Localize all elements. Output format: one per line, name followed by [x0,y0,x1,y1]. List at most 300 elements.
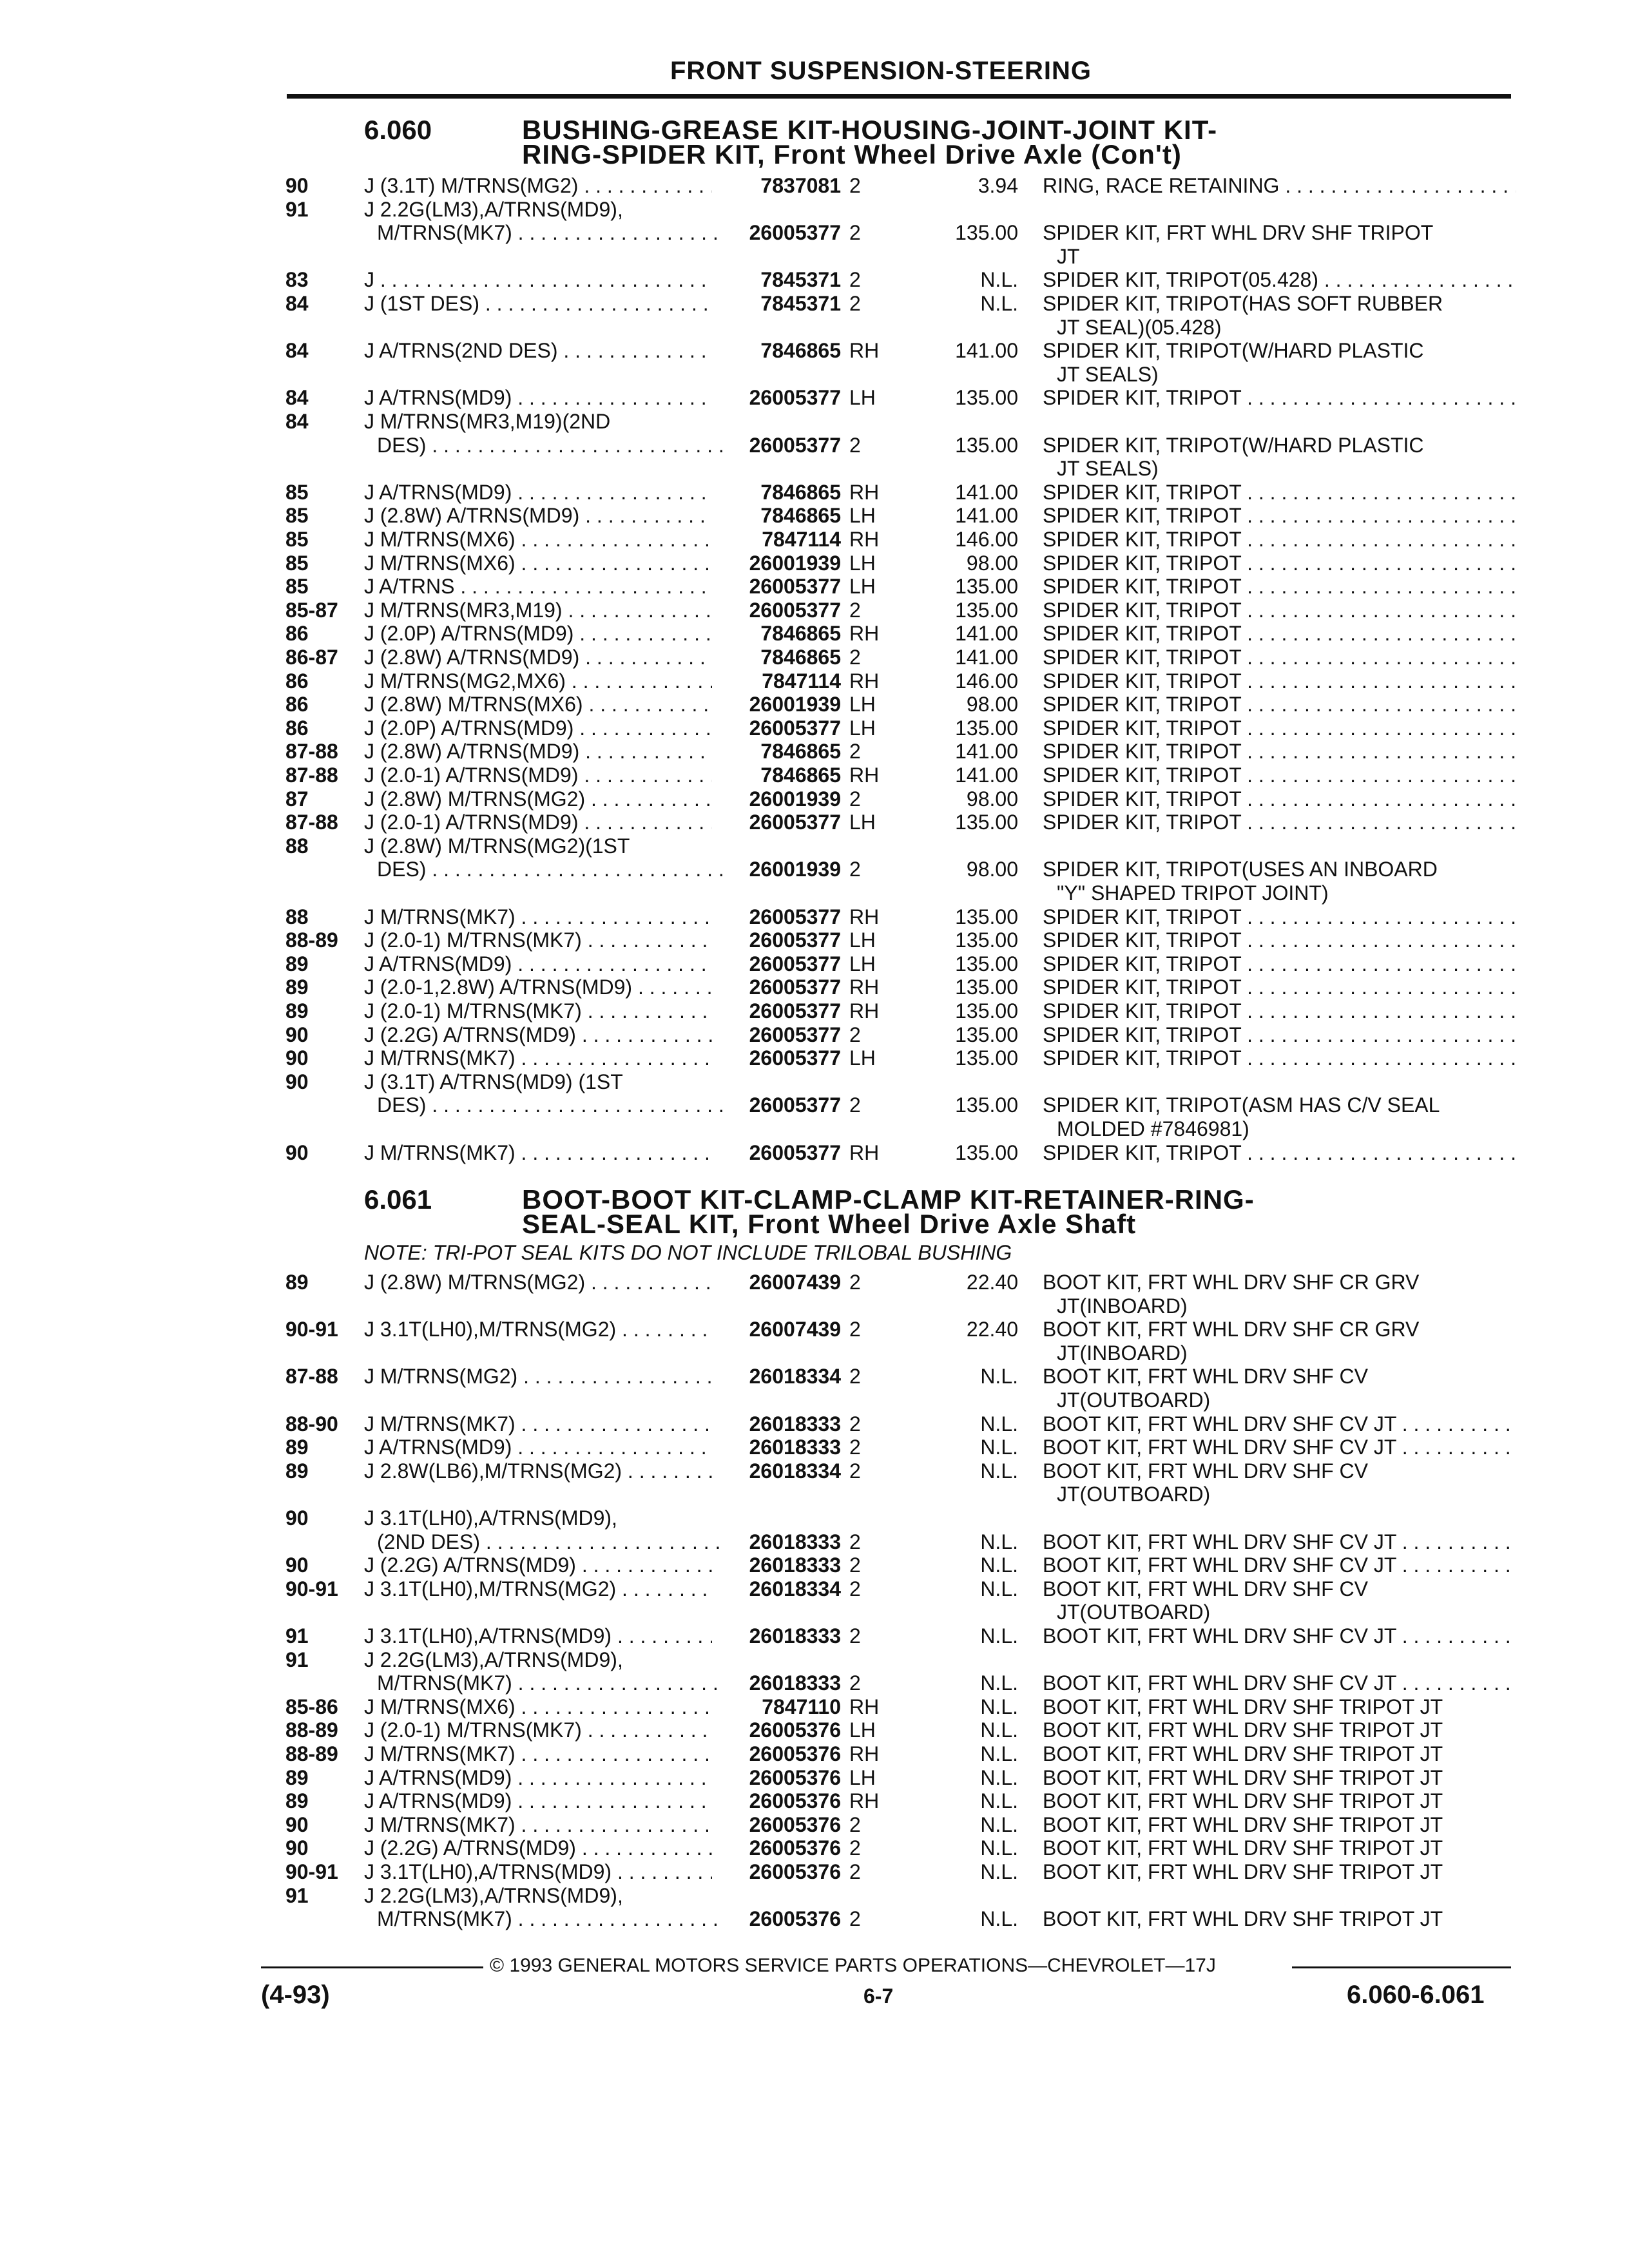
price: 135.00 [955,1141,1018,1164]
description: SPIDER KIT, TRIPOT . . . [1043,1023,1516,1047]
application: J A/TRNS(2ND DES) . . . [364,339,712,363]
description: SPIDER KIT, TRIPOT . . . [1043,716,1516,740]
quantity: 2 [849,858,861,881]
description: JT(OUTBOARD) [1057,1389,1211,1412]
table-row [0,1365,1629,1388]
quantity: RH [849,764,880,787]
table-row [0,174,1629,197]
model-year: 85-86 [285,1695,338,1718]
price: N.L. [980,1671,1018,1695]
price: 141.00 [955,481,1018,504]
quantity: 2 [849,740,861,763]
price: N.L. [980,1695,1018,1718]
part-number: 26005377 [749,1141,841,1164]
table-row [0,1624,1629,1648]
part-number: 26018334 [749,1459,841,1483]
description: BOOT KIT, FRT WHL DRV SHF CV JT . . . [1043,1530,1516,1554]
application: J M/TRNS(MX6) . . . [364,528,712,552]
price: 98.00 [966,552,1018,575]
description: SPIDER KIT, TRIPOT(05.428) . . . [1043,268,1516,292]
price: 141.00 [955,740,1018,763]
table-row [0,1553,1629,1577]
model-year: 88-89 [285,1742,338,1765]
price: N.L. [980,268,1018,291]
application: J 2.2G(LM3),A/TRNS(MD9), [364,198,623,221]
price: 141.00 [955,504,1018,527]
price: 141.00 [955,764,1018,787]
part-number: 26005376 [749,1766,841,1789]
table-row [0,1530,1629,1553]
price: N.L. [980,1836,1018,1860]
quantity: 2 [849,1813,861,1836]
description: SPIDER KIT, TRIPOT . . . [1043,669,1516,693]
part-number: 26005377 [749,575,841,598]
table-row [0,1412,1629,1436]
part-number: 26005376 [749,1907,841,1930]
description: BOOT KIT, FRT WHL DRV SHF TRIPOT JT [1043,1860,1443,1883]
application: M/TRNS(MK7) . . . [377,1671,725,1695]
application: J (2.8W) M/TRNS(MG2) . . . [364,1271,712,1294]
model-year: 85 [285,481,309,504]
table-row [0,410,1629,433]
model-year: 86 [285,716,309,740]
price: N.L. [980,1718,1018,1742]
application: J 2.8W(LB6),M/TRNS(MG2) . . . [364,1459,712,1483]
quantity: RH [849,1789,880,1812]
table-row [0,1766,1629,1789]
application: J M/TRNS(MR3,M19)(2ND [364,410,611,433]
quantity: 2 [849,174,861,197]
description: JT SEAL)(05.428) [1057,316,1222,339]
part-number: 26018333 [749,1671,841,1695]
price: 135.00 [955,386,1018,409]
table-row [0,1294,1629,1318]
model-year: 89 [285,975,309,999]
table-row [0,481,1629,504]
section-title-line2: RING-SPIDER KIT, Front Wheel Drive Axle (Con't) [522,139,1182,169]
price: 135.00 [955,221,1018,244]
model-year: 85 [285,575,309,598]
model-year: 86 [285,669,309,693]
application: J (2.0P) A/TRNS(MD9) . . . [364,716,712,740]
description: SPIDER KIT, TRIPOT . . . [1043,975,1516,999]
application: J M/TRNS(MK7) . . . [364,1412,712,1436]
description: "Y" SHAPED TRIPOT JOINT) [1057,881,1329,905]
description: BOOT KIT, FRT WHL DRV SHF CV [1043,1577,1368,1600]
description: SPIDER KIT, TRIPOT . . . [1043,646,1516,669]
application: J . . . [364,268,712,292]
table-row [0,1436,1629,1459]
part-number: 7845371 [760,268,841,291]
description: BOOT KIT, FRT WHL DRV SHF CV JT . . . [1043,1624,1516,1648]
description: SPIDER KIT, TRIPOT . . . [1043,928,1516,952]
quantity: 2 [849,1271,861,1294]
model-year: 89 [285,1271,309,1294]
part-number: 26005377 [749,1046,841,1070]
application: J A/TRNS(MD9) . . . [364,481,712,505]
part-number: 7837081 [760,174,841,197]
application: J M/TRNS(MK7) . . . [364,905,712,929]
description: SPIDER KIT, TRIPOT . . . [1043,1141,1516,1165]
description: SPIDER KIT, TRIPOT(HAS SOFT RUBBER [1043,292,1443,315]
table-row [0,316,1629,339]
application: J 2.2G(LM3),A/TRNS(MD9), [364,1884,623,1907]
table-row [0,669,1629,693]
model-year: 84 [285,292,309,315]
application: J (2.0-1) M/TRNS(MK7) . . . [364,928,712,952]
application: J M/TRNS(MK7) . . . [364,1813,712,1837]
quantity: LH [849,386,876,409]
part-number: 26007439 [749,1318,841,1341]
price: 98.00 [966,858,1018,881]
part-number: 26005376 [749,1836,841,1860]
description: BOOT KIT, FRT WHL DRV SHF CV JT . . . [1043,1553,1516,1577]
description: JT [1057,245,1080,268]
part-number: 26005377 [749,952,841,975]
table-row [0,740,1629,763]
price: N.L. [980,1436,1018,1459]
quantity: LH [849,1718,876,1742]
quantity: RH [849,339,880,362]
section-number: 6.061 [364,1184,432,1215]
part-number: 26018333 [749,1436,841,1459]
quantity: 2 [849,1412,861,1436]
application: J (2.2G) A/TRNS(MD9) . . . [364,1023,712,1047]
part-number: 26001939 [749,693,841,716]
model-year: 85 [285,552,309,575]
part-number: 7847110 [762,1695,841,1718]
table-row [0,386,1629,409]
part-number: 26005377 [749,975,841,999]
model-year: 90 [285,1836,309,1860]
description: SPIDER KIT, TRIPOT . . . [1043,1046,1516,1070]
part-number: 26001939 [749,787,841,811]
application: J (2.8W) A/TRNS(MD9) . . . [364,740,712,764]
part-number: 26005377 [749,599,841,622]
model-year: 88 [285,834,309,858]
quantity: 2 [849,1318,861,1341]
application: J (2.8W) M/TRNS(MX6) . . . [364,693,712,716]
quantity: LH [849,952,876,975]
table-row [0,905,1629,928]
application: J (2.2G) A/TRNS(MD9) . . . [364,1836,712,1860]
header-rule [287,94,1511,99]
part-number: 7846865 [760,622,841,645]
description: BOOT KIT, FRT WHL DRV SHF TRIPOT JT [1043,1718,1443,1742]
quantity: RH [849,528,880,551]
application: (2ND DES) . . . [377,1530,725,1554]
description: SPIDER KIT, TRIPOT . . . [1043,787,1516,811]
quantity: 2 [849,1907,861,1930]
price: 3.94 [978,174,1018,197]
application: J M/TRNS(MK7) . . . [364,1742,712,1766]
table-row [0,693,1629,716]
description: MOLDED #7846981) [1057,1117,1249,1140]
footer-copyright: © 1993 GENERAL MOTORS SERVICE PARTS OPERATIONS—CHEVROLET—17J [490,1955,1216,1976]
footer-section-range: 6.060-6.061 [1347,1981,1485,2009]
part-number: 26018333 [749,1412,841,1436]
application: J (2.0-1) M/TRNS(MK7) . . . [364,1718,712,1742]
table-row [0,1884,1629,1907]
description: BOOT KIT, FRT WHL DRV SHF TRIPOT JT [1043,1836,1443,1860]
table-row [0,599,1629,622]
quantity: 2 [849,221,861,244]
model-year: 87 [285,787,309,811]
quantity: 2 [849,268,861,291]
description: BOOT KIT, FRT WHL DRV SHF TRIPOT JT [1043,1789,1443,1812]
model-year: 83 [285,268,309,291]
model-year: 91 [285,1648,309,1671]
part-number: 26005377 [749,928,841,952]
model-year: 89 [285,1789,309,1812]
description: SPIDER KIT, TRIPOT . . . [1043,905,1516,929]
application: J (2.8W) A/TRNS(MD9) . . . [364,646,712,669]
table-row [0,1271,1629,1294]
table-row [0,575,1629,598]
application: J (2.8W) A/TRNS(MD9) . . . [364,504,712,528]
table-row [0,245,1629,268]
quantity: 2 [849,1836,861,1860]
application: J (3.1T) A/TRNS(MD9) (1ST [364,1070,623,1093]
application: J (2.0-1) A/TRNS(MD9) . . . [364,764,712,787]
model-year: 90 [285,1023,309,1046]
description: SPIDER KIT, TRIPOT . . . [1043,528,1516,552]
price: N.L. [980,292,1018,315]
table-row [0,1742,1629,1765]
table-row [0,292,1629,315]
model-year: 91 [285,1884,309,1907]
description: SPIDER KIT, TRIPOT . . . [1043,622,1516,646]
part-number: 26005376 [749,1813,841,1836]
application: J (2.2G) A/TRNS(MD9) . . . [364,1553,712,1577]
quantity: LH [849,716,876,740]
price: N.L. [980,1365,1018,1388]
description: SPIDER KIT, TRIPOT(W/HARD PLASTIC [1043,434,1424,457]
table-row [0,1318,1629,1341]
description: BOOT KIT, FRT WHL DRV SHF CR GRV [1043,1271,1420,1294]
price: 135.00 [955,905,1018,928]
description: BOOT KIT, FRT WHL DRV SHF TRIPOT JT [1043,1742,1443,1765]
part-number: 7845371 [760,292,841,315]
model-year: 91 [285,198,309,221]
description: SPIDER KIT, TRIPOT . . . [1043,599,1516,622]
price: 146.00 [955,669,1018,693]
price: 135.00 [955,928,1018,952]
table-row [0,1695,1629,1718]
part-number: 26005376 [749,1742,841,1765]
part-number: 26005377 [749,386,841,409]
quantity: 2 [849,1093,861,1117]
part-number: 26018333 [749,1553,841,1577]
quantity: 2 [849,787,861,811]
application: J M/TRNS(MK7) . . . [364,1046,712,1070]
price: 135.00 [955,999,1018,1023]
description: SPIDER KIT, TRIPOT . . . [1043,999,1516,1023]
table-row [0,198,1629,221]
part-number: 7847114 [762,669,841,693]
model-year: 89 [285,952,309,975]
quantity: LH [849,811,876,834]
description: BOOT KIT, FRT WHL DRV SHF CV JT . . . [1043,1671,1516,1695]
part-number: 7847114 [762,528,841,551]
quantity: RH [849,622,880,645]
description: SPIDER KIT, TRIPOT . . . [1043,386,1516,410]
section-6061-heading [364,1184,1524,1268]
model-year: 86-87 [285,646,338,669]
model-year: 88-89 [285,928,338,952]
table-row [0,952,1629,975]
description: JT SEALS) [1057,363,1159,386]
description: JT(INBOARD) [1057,1341,1188,1365]
application: J A/TRNS(MD9) . . . [364,386,712,410]
part-number: 26001939 [749,552,841,575]
model-year: 90 [285,1506,309,1530]
table-row [0,764,1629,787]
application: DES) . . . [377,434,725,457]
price: 135.00 [955,975,1018,999]
footer-rule-right [1292,1966,1511,1968]
model-year: 85-87 [285,599,338,622]
part-number: 26005376 [749,1718,841,1742]
part-number: 26001939 [749,858,841,881]
table-row [0,221,1629,244]
description: SPIDER KIT, TRIPOT . . . [1043,693,1516,716]
price: N.L. [980,1577,1018,1600]
application: J (3.1T) M/TRNS(MG2) . . . [364,174,712,198]
application: J M/TRNS(MR3,M19) . . . [364,599,712,622]
application: J M/TRNS(MG2) . . . [364,1365,712,1389]
table-row [0,552,1629,575]
part-number: 7846865 [760,339,841,362]
description: BOOT KIT, FRT WHL DRV SHF CR GRV [1043,1318,1420,1341]
price: N.L. [980,1860,1018,1883]
table-row [0,1117,1629,1140]
quantity: 2 [849,646,861,669]
part-number: 26005376 [749,1789,841,1812]
part-number: 7846865 [760,481,841,504]
application: J (2.0-1) M/TRNS(MK7) . . . [364,999,712,1023]
application: J 3.1T(LH0),A/TRNS(MD9), [364,1506,617,1530]
model-year: 87-88 [285,764,338,787]
model-year: 87-88 [285,740,338,763]
model-year: 90 [285,1553,309,1577]
price: 135.00 [955,1093,1018,1117]
quantity: LH [849,928,876,952]
price: 141.00 [955,646,1018,669]
model-year: 90-91 [285,1860,338,1883]
price: N.L. [980,1742,1018,1765]
table-row [0,716,1629,740]
application: J (2.8W) M/TRNS(MG2)(1ST [364,834,630,858]
description: BOOT KIT, FRT WHL DRV SHF CV [1043,1459,1368,1483]
price: 141.00 [955,622,1018,645]
table-row [0,975,1629,999]
quantity: RH [849,1141,880,1164]
model-year: 89 [285,1766,309,1789]
description: BOOT KIT, FRT WHL DRV SHF CV JT . . . [1043,1436,1516,1459]
part-number: 7846865 [760,740,841,763]
application: J (2.0P) A/TRNS(MD9) . . . [364,622,712,646]
table-row [0,1141,1629,1164]
table-row [0,999,1629,1023]
table-row [0,1671,1629,1695]
quantity: 2 [849,599,861,622]
table-row [0,268,1629,291]
model-year: 84 [285,386,309,409]
description: SPIDER KIT, TRIPOT . . . [1043,952,1516,976]
table-row [0,1070,1629,1093]
description: SPIDER KIT, TRIPOT . . . [1043,575,1516,599]
model-year: 90 [285,1813,309,1836]
application: J A/TRNS(MD9) . . . [364,1789,712,1813]
table-row [0,858,1629,881]
price: N.L. [980,1813,1018,1836]
model-year: 90-91 [285,1318,338,1341]
description: SPIDER KIT, TRIPOT(USES AN INBOARD [1043,858,1438,881]
model-year: 86 [285,693,309,716]
quantity: RH [849,481,880,504]
application: J M/TRNS(MG2,MX6) . . . [364,669,712,693]
table-row [0,1459,1629,1483]
model-year: 86 [285,622,309,645]
price: 135.00 [955,1023,1018,1046]
model-year: 84 [285,410,309,433]
table-row [0,1648,1629,1671]
section-note: NOTE: TRI-POT SEAL KITS DO NOT INCLUDE TRILOBAL BUSHING [364,1241,1012,1264]
part-number: 26005377 [749,999,841,1023]
application: J 3.1T(LH0),A/TRNS(MD9) . . . [364,1860,712,1884]
description: SPIDER KIT, TRIPOT . . . [1043,552,1516,575]
model-year: 88 [285,905,309,928]
part-number: 26005376 [749,1860,841,1883]
price: 135.00 [955,952,1018,975]
description: SPIDER KIT, TRIPOT(W/HARD PLASTIC [1043,339,1424,362]
section-title-line1: BUSHING-GREASE KIT-HOUSING-JOINT-JOINT KIT- [522,115,1218,145]
price: 98.00 [966,787,1018,811]
price: 135.00 [955,811,1018,834]
price: 135.00 [955,1046,1018,1070]
part-number: 7846865 [760,646,841,669]
description: SPIDER KIT, TRIPOT . . . [1043,740,1516,764]
description: SPIDER KIT, TRIPOT . . . [1043,504,1516,528]
table-row [0,928,1629,952]
description: SPIDER KIT, FRT WHL DRV SHF TRIPOT [1043,221,1434,244]
table-row [0,1023,1629,1046]
quantity: 2 [849,1530,861,1553]
price: 22.40 [966,1318,1018,1341]
model-year: 85 [285,528,309,551]
quantity: RH [849,999,880,1023]
model-year: 90 [285,174,309,197]
price: N.L. [980,1766,1018,1789]
table-row [0,1836,1629,1860]
table-row [0,646,1629,669]
application: J 3.1T(LH0),M/TRNS(MG2) . . . [364,1318,712,1341]
description: BOOT KIT, FRT WHL DRV SHF CV [1043,1365,1368,1388]
application: J M/TRNS(MX6) . . . [364,552,712,575]
table-row [0,811,1629,834]
description: SPIDER KIT, TRIPOT(ASM HAS C/V SEAL [1043,1093,1440,1117]
quantity: 2 [849,1365,861,1388]
model-year: 88-89 [285,1718,338,1742]
application: J M/TRNS(MX6) . . . [364,1695,712,1719]
price: 135.00 [955,575,1018,598]
description: JT(OUTBOARD) [1057,1600,1211,1624]
model-year: 90-91 [285,1577,338,1600]
part-number: 26005377 [749,716,841,740]
part-number: 26005377 [749,811,841,834]
table-row [0,834,1629,858]
